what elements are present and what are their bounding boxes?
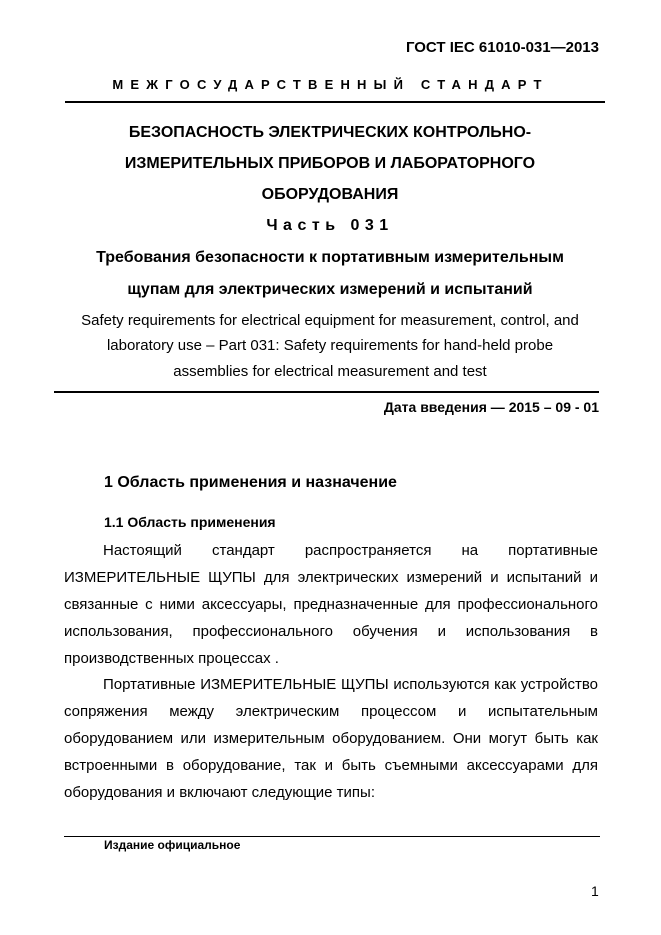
subtitle-line-2: щупам для электрических измерений и испытаний (127, 281, 533, 298)
paragraph-scope: Настоящий стандарт распространяется на портативные ИЗМЕРИТЕЛЬНЫЕ ЩУПЫ для электрических измерений и испытаний и связанные с ними аксессуары, предназначенные для профессионального использования, профессионального обучения и использования в производственных процессах . (64, 542, 598, 667)
header-divider (65, 101, 605, 103)
title-line-3: ОБОРУДОВАНИЯ (261, 186, 399, 203)
section-heading: 1 Область применения и назначение (104, 474, 397, 491)
english-title-line-3: assemblies for electrical measurement and test (173, 363, 487, 380)
title-line-1: БЕЗОПАСНОСТЬ ЭЛЕКТРИЧЕСКИХ КОНТРОЛЬНО- (128, 124, 532, 141)
subtitle-line-1: Требования безопасности к портативным измерительным (96, 249, 564, 266)
subsection-heading: 1.1 Область применения (104, 514, 276, 530)
footer-divider (64, 836, 600, 837)
paragraph-probe-types: Портативные ИЗМЕРИТЕЛЬНЫЕ ЩУПЫ используются как устройство сопряжения между электрическим процессом и испытательным оборудованием или измерительным оборудованием. Они могут быть как встроенными в оборудование, так и быть съемными аксессуарами для оборудования и включают следующие типы: (64, 676, 598, 801)
official-edition-label: Издание официальное (104, 838, 241, 852)
interstate-standard-label: МЕЖГОСУДАРСТВЕННЫЙ СТАНДАРТ (112, 77, 549, 92)
english-title-line-2: laboratory use – Part 031: Safety requirements for hand-held probe (106, 337, 554, 354)
title-divider (54, 391, 599, 393)
gost-code: ГОСТ IEC 61010-031—2013 (405, 39, 599, 56)
title-line-2: ИЗМЕРИТЕЛЬНЫХ ПРИБОРОВ И ЛАБОРАТОРНОГО (124, 155, 536, 172)
part-label: Часть 031 (266, 217, 394, 234)
introduction-date: Дата введения — 2015 – 09 - 01 (383, 399, 599, 415)
page-number: 1 (591, 883, 599, 899)
english-title-line-1: Safety requirements for electrical equipment for measurement, control, and (81, 312, 579, 329)
